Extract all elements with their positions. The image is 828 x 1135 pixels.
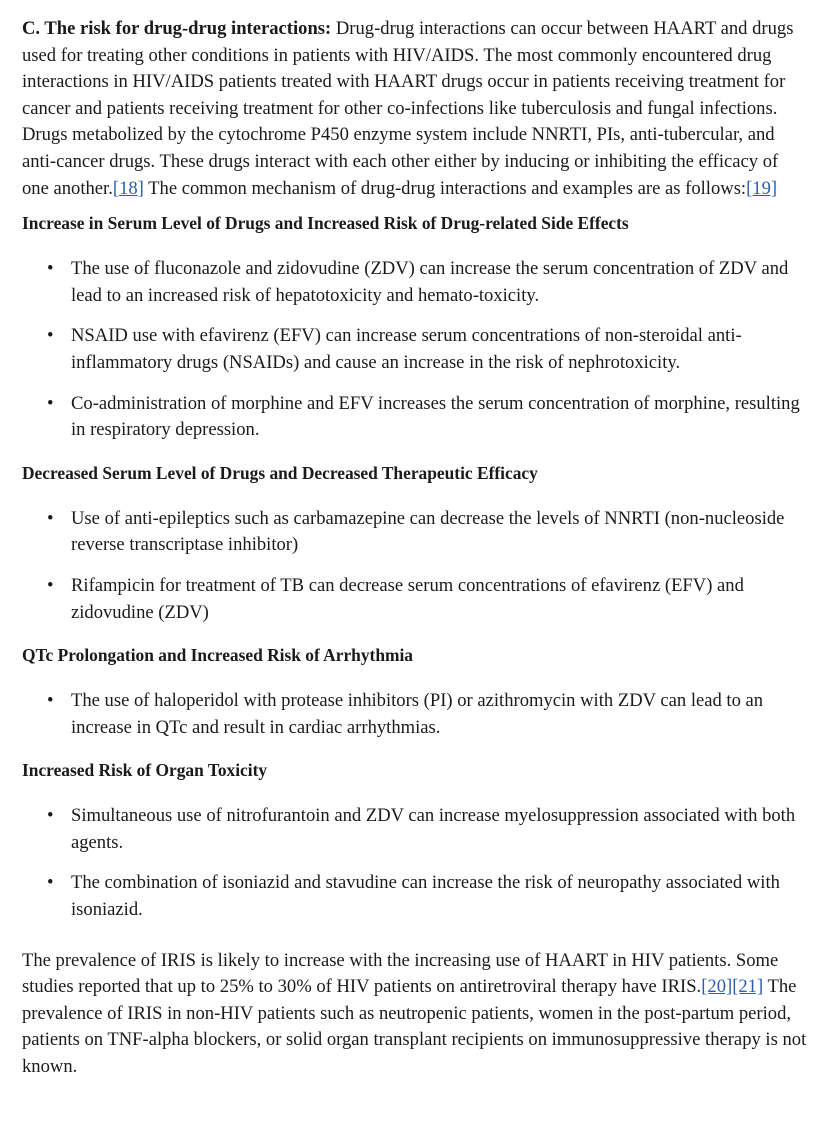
section-heading: QTc Prolongation and Increased Risk of Arrhythmia [22,645,414,666]
reference-link-19[interactable]: [19] [746,177,778,199]
list-item: • The use of fluconazole and zidovudine (ZDV) can increase the serum concentration of ZDV and lead to an increased risk of hepatotoxicity and hemato-toxicity. [47,258,789,306]
bullet-glyph: • [47,258,54,280]
closing-text: The prevalence of IRIS is likely to increase with the increasing use of HAART in HIV patients. Some studies reported that up to 25% to 30% of HIV patients on antiretroviral therapy have IRIS. [22,949,779,998]
bullet-glyph: • [47,392,54,414]
list-item: • Use of anti-epileptics such as carbamazepine can decrease the levels of NNRTI (non-nucleoside reverse transcriptase inhibitor) [47,507,785,556]
bullet-glyph: • [47,507,54,529]
section-heading: Decreased Serum Level of Drugs and Decreased Therapeutic Efficacy [22,462,538,483]
section-heading: Increase in Serum Level of Drugs and Increased Risk of Drug-related Side Effects [22,213,629,234]
list-item: • The use of haloperidol with protease inhibitors (PI) or azithromycin with ZDV can lead to an increase in QTc and result in cardiac arrhythmias. [47,690,764,738]
reference-link-20[interactable]: [20] [701,976,733,998]
reference-link-21[interactable]: [21] [732,976,764,998]
bullet-glyph: • [47,325,54,347]
reference-link-18[interactable]: [18] [112,177,144,199]
bullet-list [22,256,808,444]
bullet-glyph: • [47,690,54,712]
list-item: • NSAID use with efavirenz (EFV) can increase serum concentrations of non-steroidal anti-inflammatory drugs (NSAIDs) and cause an increase in the risk of nephrotoxicity. [47,325,742,373]
bullet-glyph: • [47,872,54,894]
list-item: • The combination of isoniazid and stavudine can increase the risk of neuropathy associated with isoniazid. [47,872,780,921]
bullet-glyph: • [47,805,54,827]
intro-paragraph [22,16,808,202]
section-heading: Increased Risk of Organ Toxicity [22,760,268,781]
bullet-list [22,506,808,626]
list-item: • Co-administration of morphine and EFV increases the serum concentration of morphine, resulting in respiratory depression. [47,392,800,441]
intro-text-2: The common mechanism of drug-drug interactions and examples are as follows: [143,177,747,199]
article-body [22,16,808,1081]
bullet-list [22,803,808,923]
bullet-list [22,688,808,741]
closing-text-2: The prevalence of IRIS in non-HIV patients such as neutropenic patients, women in the post-partum period, patients on TNF-alpha blockers, or solid organ transplant recipients on immunosuppressive therapy is not known. [22,976,807,1078]
intro-text: Drug-drug interactions can occur between HAART and drugs used for treating other conditions in patients with HIV/AIDS. The most commonly encountered drug interactions in HIV/AIDS patients treated with HAART drugs occur in patients receiving treatment for cancer and patients receiving treatment for other co-infections like tuberculosis and fungal infections. Drugs metabolized by the cytochrome P450 enzyme system include NNRTI, PIs, anti-tubercular, and anti-cancer drugs. These drugs interact with each other either by inducing or inhibiting the efficacy of one another. [22,18,794,199]
list-item: • Simultaneous use of nitrofurantoin and ZDV can increase myelosuppression associated with both agents. [47,805,796,853]
list-item: • Rifampicin for treatment of TB can decrease serum concentrations of efavirenz (EFV) and zidovudine (ZDV) [47,574,744,623]
intro-lead: C. The risk for drug-drug interactions: [22,18,332,39]
closing-paragraph [22,948,808,1081]
bullet-glyph: • [47,574,54,596]
